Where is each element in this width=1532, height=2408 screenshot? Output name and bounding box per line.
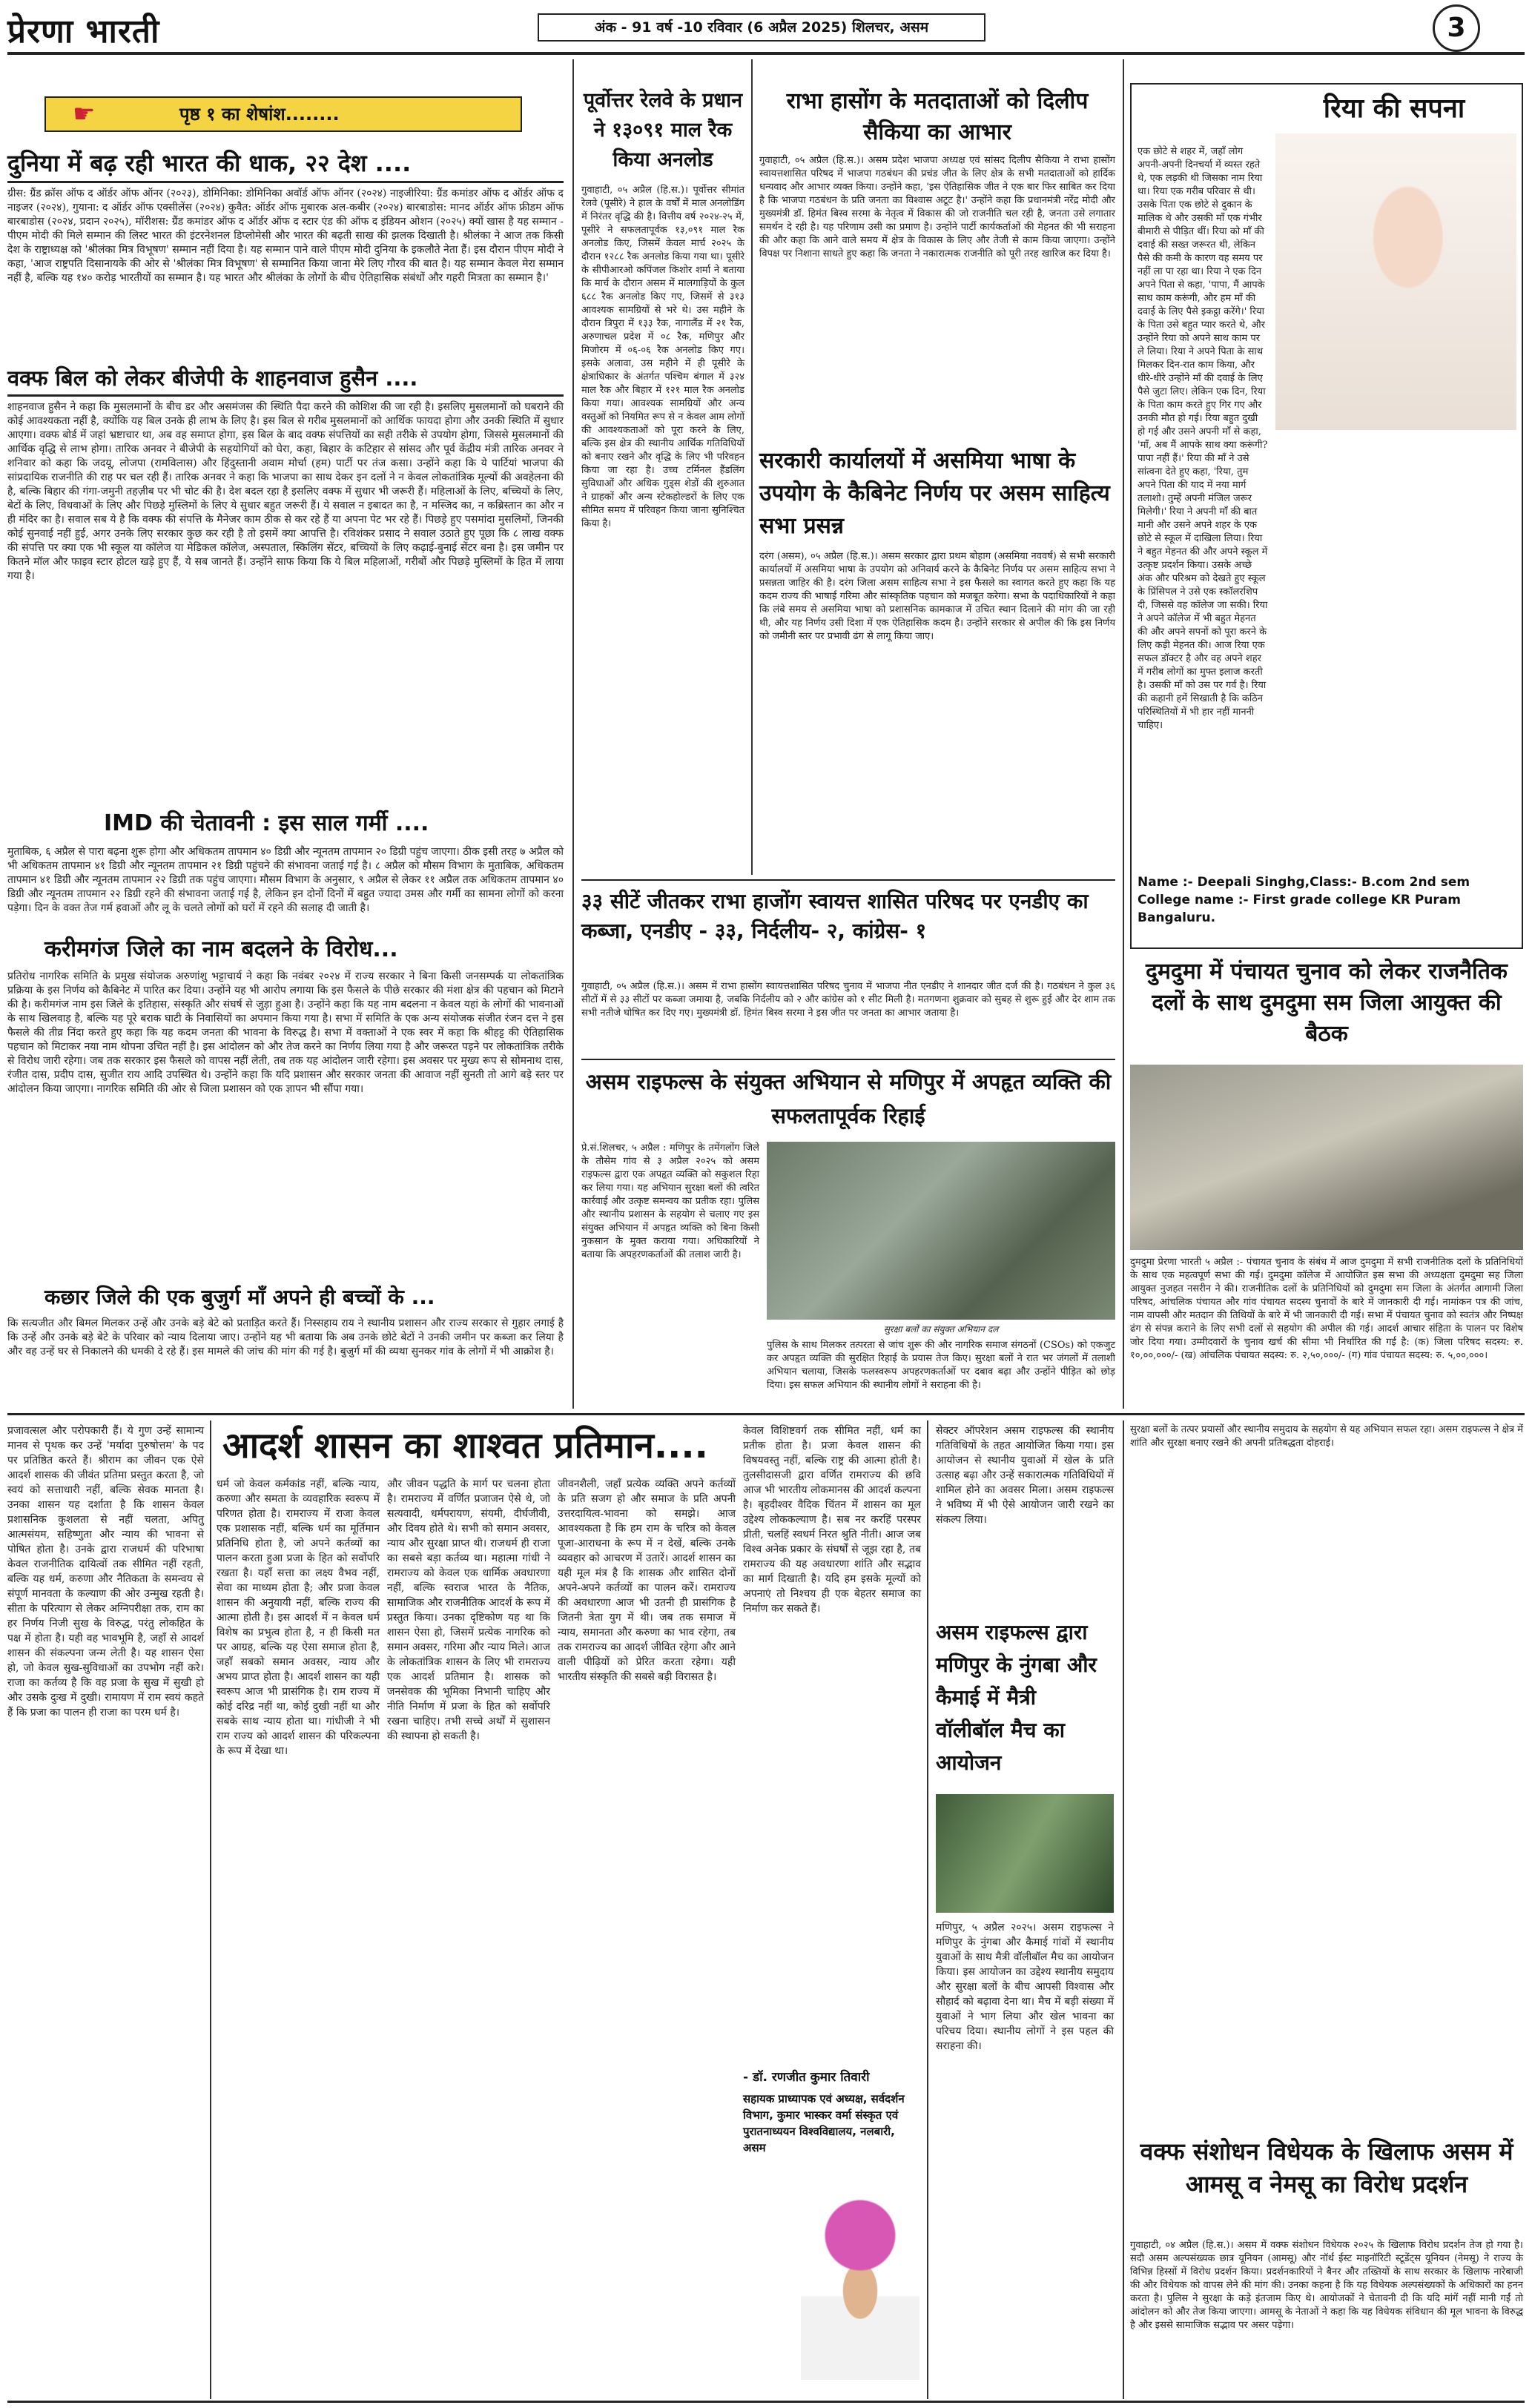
article-heading: ३३ सीटें जीतकर राभा हाजोंग स्वायत्त शासित परिषद पर एनडीए का कब्जा, एनडीए - ३३, निर्दलीय- २, कांग्रेस- १ bbox=[581, 889, 1089, 943]
feature-column-1: प्रजावत्सल और परोपकारी हैं। ये गुण उन्हें सामान्य मानव से पृथक कर उन्हें 'मर्यादा पुरुषोत्तम' के पद पर प्रतिष्ठित करते हैं। श्रीराम का जीवन एक ऐसे आदर्श शासक की जीवंत प्रतिमा प्रस्तुत करता है, जो स्वयं को सत्ताधारी नहीं, बल्कि सेवक मानता है। उनका शासन यह दर्शाता है कि शासन केवल प्रशासनिक कुशलता से नहीं चलता, अपितु आत्मसंयम, सहिष्णुता और न्याय की भावना से पोषित होता है। उनके द्वारा राजधर्म की परिभाषा केवल राजनीतिक दायित्वों तक सीमित नहीं रहती, बल्कि यह धर्म, करुणा और नैतिकता के समन्वय से संपूर्ण मानवता के कल्याण की ओर उन्मुख रहती है। सीता के परित्याग से लेकर अग्निपरीक्षा तक, राम का हर निर्णय निजी सुख के विरुद्ध, परंतु लोकहित के पक्ष में होता है। यही वह भावभूमि है, जहाँ से आदर्श शासन की संकल्पना जन्म लेती है। यह शासन ऐसा हो, जो केवल सुख-सुविधाओं का उपभोग नहीं करे। राजा का कर्तव्य है कि वह प्रजा के सुख में सुखी हो और उसके दुःख में दुखी। रामायण में राम स्वयं कहते हैं कि प्रजा का पालन ही राजा का परम धर्म है। bbox=[7, 1425, 204, 1719]
article-heading: असम राइफल्स के संयुक्त अभियान से मणिपुर में अपहृत व्यक्ति की सफलतापूर्वक रिहाई bbox=[585, 1069, 1112, 1128]
section-rule bbox=[581, 1059, 1115, 1060]
feature-heading: आदर्श शासन का शाश्वत प्रतिमान.... bbox=[222, 1425, 708, 1466]
article-heading: दुनिया में बढ़ रही भारत की धाक, २२ देश .... bbox=[7, 149, 412, 177]
feature-column-4: जीवनशैली, जहाँ प्रत्येक व्यक्ति अपने कर्तव्यों के प्रति सजग हो और समाज के प्रति अपनी उत्तरदायित्व-भावना को समझे। आज आवश्यकता है कि हम राम के चरित्र को केवल पूजा-आराधना के रूप में न देखें, बल्कि उनके व्यवहार को आचरण में उतारें। आदर्श शासन का यही मूल मंत्र है कि शासक और शासित दोनों अपने-अपने कर्तव्यों का पालन करें। रामराज्य की अवधारणा आज भी उतनी ही प्रासंगिक है जितनी त्रेता युग में थी। जब तक समाज में न्याय, समानता और करुणा का भाव रहेगा, तब तक रामराज्य का आदर्श जीवित रहेगा और आने वाली पीढ़ियों को प्रेरित करता रहेगा। यही भारतीय संस्कृति की सबसे बड़ी विरासत है। bbox=[558, 1478, 736, 1683]
article-heading: राभा हासोंग के मतदाताओं को दिलीप सैकिया का आभार bbox=[786, 88, 1089, 145]
heading-underline bbox=[7, 181, 564, 183]
article-body: दुमदुमा प्रेरणा भारती ५ अप्रैल :- पंचायत चुनाव के संबंध में आज दुमदुमा में सभी राजनीतिक दलों के प्रतिनिधियों के साथ एक महत्वपूर्ण सभा की गई। दुमदुमा कॉलेज में आयोजित इस सभा की अध्यक्षता दुमदुमा सह जिला आयुक्त नुजहत नसरीन ने की। राजनीतिक दलों के प्रतिनिधियों को दुमदुमा सम जिला के अंतर्गत आगामी जिला परिषद, आंचलिक पंचायत और गांव पंचायत सदस्य चुनावों के बारे में जानकारी दी गई। नामांकन पत्र की जांच, नाम वापसी और मतदान की तिथियों के बारे में भी जानकारी दी गई। सभा में पंचायत चुनाव को स्वतंत्र और निष्पक्ष ढंग से संपन्न कराने के लिए सभी दलों से सहयोग की अपील की गई। आदर्श आचार संहिता के पालन पर विशेष जोर दिया गया। उम्मीदवारों के चुनाव खर्च की सीमा भी निर्धारित की गई है: (क) जिला परिषद सदस्य: रु. १०,००,०००/- (ख) आंचलिक पंचायत सदस्य: रु. २,५०,०००/- (ग) गांव पंचायत सदस्य: रु. ५,००,०००। bbox=[1130, 1257, 1523, 1361]
column-divider bbox=[1123, 1420, 1124, 2399]
feature-column-3: और जीवन पद्धति के मार्ग पर चलना होता है। रामराज्य में वर्णित प्रजाजन ऐसे थे, जो सत्यवादी, धर्मपरायण, संयमी, दीर्घजीवी, और दिवय होते थे। सभी को समान अवसर, न्याय और सुरक्षा प्राप्त थी। राजधर्म ही राजा का सबसे बड़ा कर्तव्य था। महात्मा गांधी ने रामराज्य को केवल एक धार्मिक अवधारणा नहीं, बल्कि स्वराज भारत के नैतिक, सामाजिक और राजनीतिक आदर्श के रूप में प्रस्तुत किया। उनका दृष्टिकोण यह था कि शासन ऐसा हो, जिसमें प्रत्येक नागरिक को समान अवसर, गरिमा और न्याय मिले। आज के लोकतांत्रिक शासन के लिए भी रामराज्य एक आदर्श प्रतिमान है। शासक को जनसेवक की भूमिका निभानी चाहिए और नीति निर्माण में प्रजा के हित को सर्वोपरि रखना चाहिए। तभी सच्चे अर्थों में सुशासन की स्थापना हो सकती है। bbox=[387, 1478, 550, 1742]
article-heading: कछार जिले की एक बुजुर्ग माँ अपने ही बच्चों के ... bbox=[44, 1285, 435, 1309]
article-heading: वक्फ संशोधन विधेयक के खिलाफ असम में आमसू व नेमसू का विरोध प्रदर्शन bbox=[1140, 2137, 1513, 2198]
article-body: पुलिस के साथ मिलकर तत्परता से जांच शुरू की और नागरिक समाज संगठनों (CSOs) को एकजुट कर अपहृत व्यक्ति की सुरक्षित रिहाई के प्रयास तेज किए। सुरक्षा बलों ने रात भर जंगलों में तलाशी अभियान चलाया, जिसके फलस्वरूप अपहरणकर्ताओं पर दबाव बढ़ा और उन्होंने पीड़ित को छोड़ दिया। इस सफल अभियान की स्थानीय लोगों ने सराहना की है। bbox=[767, 1340, 1115, 1391]
article-heading: पूर्वोत्तर रेलवे के प्रधान ने १३०९१ माल रैक किया अनलोड bbox=[583, 89, 743, 171]
article-body: मुताबिक, ६ अप्रैल से पारा बढ़ना शुरू होगा और अधिकतम तापमान ४० डिग्री और न्यूनतम तापमान २० डिग्री पहुंच जाएगा। ठीक इसी तरह ७ अप्रैल को भी अधिकतम तापमान ४१ डिग्री और न्यूनतम तापमान २१ डिग्री पहुंचने की संभावना जताई गई है। ८ अप्रैल को मौसम विभाग के मुताबिक, अधिकतम तापमान ४१ डिग्री और न्यूनतम तापमान २२ डिग्री तक पहुंच जाएगा। मौसम विभाग के अनुसार, ९ अप्रैल से लेकर ११ अप्रैल तक अधिकतम तापमान ४० डिग्री और न्यूनतम तापमान २२ डिग्री रहने की संभावना जताई गई है, लेकिन इन दोनों दिनों में बहुत ज्यादा उमस और गर्मी का सामना लोगों को करना पड़ेगा। दिन के वक्त तेज गर्म हवाओं और लू के चलते लोगों को घरों में रहने की सलाह दी जाती है। bbox=[7, 846, 564, 914]
article-body-continued bbox=[1138, 512, 1516, 853]
author-name: - डॉ. रणजीत कुमार तिवारी bbox=[743, 2070, 870, 2085]
column-divider bbox=[210, 1420, 211, 2399]
page-number: 3 bbox=[1433, 4, 1480, 52]
column-divider bbox=[572, 59, 574, 1409]
author-details: सहायक प्राध्यापक एवं अध्यक्ष, सर्वदर्शन विभाग, कुमार भास्कर वर्मा संस्कृत एवं पुरातनाध्ययन विश्वविद्यालय, नलबारी, असम bbox=[743, 2092, 905, 2154]
article-body: गुवाहाटी, ०५ अप्रैल (हि.स.)। असम प्रदेश भाजपा अध्यक्ष एवं सांसद दिलीप सैकिया ने राभा हासोंग स्वायत्तशासित परिषद में भाजपा गठबंधन की प्रचंड जीत के लिए क्षेत्र के सभी मतदाताओं को हार्दिक धन्यवाद और आभार व्यक्त किया। उन्होंने कहा, 'इस ऐतिहासिक जीत ने एक बार फिर साबित कर दिया है कि भाजपा गठबंधन के प्रति जनता का विश्वास अटूट है।' उन्होंने कहा कि प्रधानमंत्री नरेंद्र मोदी और मुख्यमंत्री डॉ. हिमंत बिस्व सरमा के नेतृत्व में विकास की जो राजनीति चल रही है, जनता उसे लगातार समर्थन दे रही है। यह परिणाम उसी का प्रमाण है। उन्होंने पार्टी कार्यकर्ताओं की मेहनत की भी सराहना की और कहा कि आने वाले समय में क्षेत्र के विकास के लिए और तेजी से काम किया जाएगा। उन्होंने विपक्ष पर निशाना साधते हुए कहा कि जनता ने नकारात्मक राजनीति को पूरी तरह खारिज कर दिया है। bbox=[759, 155, 1115, 259]
article-heading: दुमदुमा में पंचायत चुनाव को लेकर राजनैतिक दलों के साथ दुमदुमा सम जिला आयुक्त की बैठक bbox=[1146, 959, 1508, 1047]
article-body: मणिपुर, ५ अप्रैल २०२५। असम राइफल्स ने मणिपुर के नुंगबा और कैमाई गांवों में स्थानीय युवाओं के साथ मैत्री वॉलीबॉल मैच का आयोजन किया। इस आयोजन का उद्देश्य स्थानीय समुदाय और सुरक्षा बलों के बीच आपसी विश्वास और सौहार्द को बढ़ावा देना था। मैच में बड़ी संख्या में युवाओं ने भाग लिया और खेल भावना का परिचय दिया। स्थानीय लोगों ने इस पहल की सराहना की। bbox=[936, 1922, 1114, 2052]
section-rule bbox=[7, 1413, 1525, 1415]
masthead-rule bbox=[7, 52, 1525, 55]
column-divider bbox=[1123, 59, 1124, 1409]
article-heading: असम राइफल्स द्वारा मणिपुर के नुंगबा और कैमाई में मैत्री वॉलीबॉल मैच का आयोजन bbox=[936, 1620, 1097, 1775]
issue-line: अंक - 91 वर्ष -10 रविवार (6 अप्रैल 2025) शिलचर, असम bbox=[538, 13, 985, 42]
heading-underline bbox=[7, 394, 564, 397]
author-byline: Name :- Deepali Singhg,Class:- B.com 2nd sem College name :- First grade college KR Puram Bangaluru. bbox=[1138, 875, 1470, 925]
continued-banner-label: पृष्ठ १ का शेषांश........ bbox=[179, 104, 340, 125]
article-body: गुवाहाटी, ०५ अप्रैल (हि.स.)। पूर्वोत्तर सीमांत रेलवे (पूसीरे) ने हाल के वर्षों में माल अनलोडिंग में निरंतर वृद्धि की है। वित्तीय वर्ष २०२४-२५ में, पूसीरे ने सफलतापूर्वक १३,०९१ माल रैक अनलोड किए, जिसमें केवल मार्च २०२५ के दौरान १२८८ रैक अनलोड किया गया था। पूसीरे के सीपीआरओ कपिंजल किशोर शर्मा ने बताया कि मार्च के दौरान असम में मालगाड़ियों के कुल ६८८ रैक अनलोड किए गए, जिसमें से ३१३ आवश्यक सामग्रियों से भरे थे। उस महीने के दौरान त्रिपुरा में १३३ रैक, नागालैंड में २१ रैक, अरुणाचल प्रदेश में ०८ रैक, मणिपुर और मिजोरम में ०६-०६ रैक अनलोड किए गए। इसके अलावा, उस महीने में ही पूसीरे के क्षेत्राधिकार के अंतर्गत पश्चिम बंगाल में ३२४ माल रैक और बिहार में १२१ माल रैक अनलोड किया गया। आवश्यक सामग्रियों और अन्य वस्तुओं को नियमित रूप से न केवल आम लोगों की आवश्यकताओं को पूरा करने के लिए, बल्कि इस क्षेत्र की स्थानीय आर्थिक गतिविधियों को बनाए रखने और वृद्धि के लिए भी परिवहन किया जा रहा है। उच्च टर्मिनल हैंडलिंग सुविधाओं और अधिक गुड्स शेडों की शुरुआत ने ग्राहकों और अन्य स्टेकहोल्डरों के लिए एक सीमित समय में परिवहन किया जाना सुनिश्चित किया है। bbox=[581, 185, 744, 529]
article-heading: करीमगंज जिले का नाम बदलने के विरोध... bbox=[44, 936, 398, 962]
masthead-title: प्रेरणा भारती bbox=[7, 13, 160, 50]
pointing-hand-icon: ☛ bbox=[73, 99, 96, 129]
article-heading: सरकारी कार्यालयों में असमिया भाषा के उपयोग के कैबिनेट निर्णय पर असम साहित्य सभा प्रसन्न bbox=[759, 448, 1110, 539]
volleyball-photo bbox=[936, 1794, 1114, 1913]
security-forces-photo bbox=[767, 1142, 1115, 1320]
article-heading: रिया की सपना bbox=[1323, 93, 1465, 124]
article-body: एक छोटे से शहर में, जहाँ लोग अपनी-अपनी दिनचर्या में व्यस्त रहते थे, एक लड़की थी जिसका नाम रिया था। रिया एक गरीब परिवार से थी। उसके पिता एक छोटे से दुकान के मालिक थे और उसकी माँ एक गंभीर बीमारी से पीड़ित थीं। रिया को माँ की दवाई की सख्त जरूरत थी, लेकिन पैसे की कमी के कारण वह समय पर नहीं ला पा रहा था। रिया ने एक दिन अपने पिता से कहा, 'पापा, मैं आपके साथ काम करूंगी, और हम माँ की दवाई के लिए पैसे इकट्ठा करेंगे।' रिया के पिता उसे बहुत प्यार करते थे, और उन्होंने रिया को अपने साथ काम पर ले लिया। रिया ने अपने पिता के साथ मिलकर दिन-रात काम किया, और धीरे-धीरे उन्होंने माँ की दवाई के लिए पैसे जुटा लिए। लेकिन एक दिन, रिया के पिता काम करते हुए गिर गए और उनकी मौत हो गई। रिया बहुत दुखी हो गई और उसने अपनी माँ से कहा, 'माँ, अब मैं आपके साथ क्या करूंगी? पापा नहीं हैं।' रिया की माँ ने उसे सांत्वना देते हुए कहा, 'रिया, तुम अपने पिता की याद में नया मार्ग तलाशो। तुम्हें अपनी मंजिल जरूर मिलेगी।' रिया ने अपनी माँ की बात मानी और उसने अपने शहर के एक छोटे से स्कूल में दाखिला लिया। रिया ने बहुत मेहनत की और अपने स्कूल में उत्कृष्ट प्रदर्शन किया। उसके अच्छे अंक और परिश्रम को देखते हुए स्कूल के प्रिंसिपल ने उसे एक स्कॉलरशिप दी, जिससे वह कॉलेज जा सकी। रिया ने अपने कॉलेज में भी बहुत मेहनत की और अपने सपनों को पूरा करने के लिए कड़ी मेहनत की। आज रिया एक सफल डॉक्टर है और वह अपने शहर में गरीब लोगों का मुफ्त इलाज करती है। उसकी माँ को उस पर गर्व है। रिया की कहानी हमें सिखाती है कि कठिन परिस्थितियों में भी हार नहीं माननी चाहिए। bbox=[1138, 146, 1268, 731]
author-photo bbox=[801, 2194, 919, 2380]
feature-column-5: केवल विशिष्टवर्ग तक सीमित नहीं, धर्म का प्रतीक होता है। प्रजा केवल शासन की विषयवस्तु नहीं, बल्कि राष्ट्र की आत्मा होती है। तुलसीदासजी द्वारा वर्णित रामराज्य की छवि आज भी भारतीय लोकमानस की आदर्श कल्पना है। बृहदीश्वर वैदिक चिंतन में शासन का मूल उद्देश्य लोककल्याण है। सब नर करहिं परस्पर प्रीती, चलहिं स्वधर्म निरत श्रुति नीती। आज जब विश्व अनेक प्रकार के संघर्षों से जूझ रहा है, तब रामराज्य की यह अवधारणा शांति और सद्भाव का मार्ग दिखाती है। यदि हम इसके मूल्यों को अपनाएं तो निश्चय ही एक बेहतर समाज का निर्माण कर सकते हैं। bbox=[743, 1425, 921, 1615]
column-divider bbox=[927, 1420, 928, 2399]
article-body: गुवाहाटी, ०४ अप्रैल (हि.स.)। असम में वक्फ संशोधन विधेयक २०२५ के खिलाफ विरोध प्रदर्शन तेज हो गया है। सदौ असम अल्पसंख्यक छात्र यूनियन (आमसू) और नॉर्थ ईस्ट माइनॉरिटी स्टूडेंट्स यूनियन (नेमसू) ने राज्य के विभिन्न हिस्सों में विरोध प्रदर्शन किया। प्रदर्शनकारियों ने बैनर और तख्तियों के साथ सरकार के खिलाफ नारेबाजी की और विधेयक को वापस लेने की मांग की। उनका कहना है कि यह विधेयक अल्पसंख्यकों के अधिकारों का हनन करता है। पुलिस ने सुरक्षा के कड़े इंतजाम किए थे। आयोजकों ने चेतावनी दी कि यदि मांगें नहीं मानी गईं तो आंदोलन को और तेज किया जाएगा। आमसू के नेताओं ने कहा कि यह विधेयक संविधान की मूल भावना के विरुद्ध है और इससे सामाजिक सद्भाव पर असर पड़ेगा। bbox=[1130, 2240, 1523, 2331]
article-heading: वक्फ बिल को लेकर बीजेपी के शाहनवाज हुसैन .... bbox=[7, 366, 418, 391]
article-body: कि सत्यजीत और बिमल मिलकर उन्हें और उनके बड़े बेटे को प्रताड़ित करते हैं। निस्सहाय राय ने स्थानीय प्रशासन और राज्य सरकार से गुहार लगाई है कि उन्हें और उनके बड़े बेटे के परिवार को न्याय दिलाया जाए। उन्होंने यह भी बताया कि अब उनके छोटे बेटों ने उनकी जमीन पर कब्जा कर लिया है और वह उन्हें घर से निकालने की धमकी दे रहे हैं। इस मामले की जांच की मांग की गई है। बुजुर्ग माँ की व्यथा सुनकर गांव के लोगों में भी आक्रोश है। bbox=[7, 1317, 564, 1357]
article-body: सेक्टर ऑपरेशन असम राइफल्स की स्थानीय गतिविधियों के तहत आयोजित किया गया। इस आयोजन से स्थानीय युवाओं में खेल के प्रति उत्साह बढ़ा और उन्हें सकारात्मक गतिविधियों में शामिल होने का अवसर मिला। असम राइफल्स ने भविष्य में भी ऐसे आयोजन जारी रखने का संकल्प लिया। bbox=[936, 1425, 1114, 1526]
article-body: शाहनवाज हुसैन ने कहा कि मुसलमानों के बीच डर और असमंजस की स्थिति पैदा करने की कोशिश की जा रही है। इसलिए मुसलमानों को घबराने की कोई आवश्यकता नहीं है, क्योंकि यह बिल उनके ही लाभ के लिए है। इस बिल से गरीब मुसलमानों को आर्थिक फायदा होगा और उनकी स्थिति में सुधार आएगा। वक्फ बोर्ड में जहां भ्रष्टाचार था, अब वह समाप्त होगा, इस बिल के बाद वक्फ संपत्तियों का सही तरीके से उपयोग होगा, जिससे मुसलमानों की आर्थिक वृद्धि से लाभ होगा। तारिक अनवर ने बीजेपी के सहयोगियों को घेरा, कहा, बिहार के कटिहार से सांसद और पूर्व केंद्रीय मंत्री तारिक अनवर ने शनिवार को कहा कि जदयू, लोजपा (रामविलास) और हिंदुस्तानी अवाम मोर्चा (हम) पार्टी पर तंज कसा। उन्होंने कहा कि ये पार्टियां भाजपा की सांप्रदायिक राजनीति की राह पर चल रही हैं। तारिक अनवर ने कहा कि भाजपा का साथ देकर इन दलों ने न केवल लोकतांत्रिक मूल्यों की अवहेलना की है, बल्कि बिहार की गंगा-जमुनी तहज़ीब पर भी चोट की है। देश बदल रहा है इसलिए वक्फ में सुधार भी जरूरी हैं। महिलाओं के लिए, बच्चियों के लिए, बेटों के लिए, विधवाओं के लिए और पिछड़े मुस्लिमों के लिए ये सुधार बहुत जरूरी हैं। ये सवाल न इबादत का है, न मस्जिद का, न कब्रिस्तान का और न ही मंदिर का है। सवाल सब ये है कि वक्फ की संपत्ति के मैनेजर काम ठीक से कर रहे हैं या अपना पेट भर रहे हैं। पिछड़े हुए पसमांदा मुसलिमों, जिनकी कोई सुनवाई नहीं हुई, अगर उनके लिए सरकार कुछ कर रही है तो इसमें क्या आपत्ति है। रविशंकर प्रसाद ने सवाल उठाते हुए पूछा कि ८ लाख वक्फ की संपत्ति पर क्या एक भी स्कूल या कॉलेज या मेडिकल कॉलेज, अस्पताल, स्किलिंग सेंटर, बच्चियों के लिए कढ़ाई-बुनाई सेंटर बना है। इस जमीन पर कितने मॉल और फाइव स्टार होटल खड़े हुए हैं, ये सब जानते हैं। उन्होंने साफ किया कि ये बिल महिलाओं, गरीबों और पिछड़े मुस्लिमों के हित में लाया गया है। bbox=[7, 401, 564, 582]
photo-caption: सुरक्षा बलों का संयुक्त अभियान दल bbox=[883, 1324, 999, 1334]
page-bottom-rule bbox=[7, 2401, 1525, 2403]
feature-column-2: धर्म जो केवल कर्मकांड नहीं, बल्कि न्याय, करुणा और समता के व्यवहारिक स्वरूप में परिणत होता है। रामराज्य में राजा केवल एक प्रशासक नहीं, बल्कि धर्म का मूर्तिमान प्रतिनिधि होता है, जो अपने कर्तव्यों का पालन करता हुआ प्रजा के हित को सर्वोपरि रखता है। यहाँ सत्ता का लक्ष्य वैभव नहीं, सेवा का माध्यम होता है; और प्रजा केवल शासन की अनुयायी नहीं, बल्कि राज्य की आत्मा होती है। इस आदर्श में न केवल धर्म विशेष का प्रभुत्व होता है, न ही किसी मत पर आग्रह, बल्कि यह ऐसा समाज होता है, जहाँ सबको समान अवसर, न्याय और अभय प्राप्त होता है। आदर्श शासन का यही स्वरूप आज भी प्रासंगिक है। राम राज्य में कोई दरिद्र नहीं था, कोई दुखी नहीं था और सबके साथ न्याय होता था। गांधीजी ने भी राम राज्य को आदर्श शासन की परिकल्पना के रूप में देखा था। bbox=[217, 1478, 380, 1757]
article-body: गुवाहाटी, ०५ अप्रैल (हि.स.)। असम में राभा हासोंग स्वायत्तशासित परिषद चुनाव में भाजपा नीत एनडीए ने शानदार जीत दर्ज की है। गठबंधन ने कुल ३६ सीटों में से ३३ सीटों पर कब्जा जमाया है, जबकि निर्दलीय को २ और कांग्रेस को १ सीट मिली है। मतगणना शुक्रवार को सुबह से शुरू हुई और देर शाम तक सभी नतीजे घोषित कर दिए गए। मुख्यमंत्री डॉ. हिमंत बिस्व सरमा ने इस जीत पर जनता का आभार जताया है। bbox=[581, 981, 1115, 1019]
article-body-continued: सुरक्षा बलों के तत्पर प्रयासों और स्थानीय समुदाय के सहयोग से यह अभियान सफल रहा। असम राइफल्स ने क्षेत्र में शांति और सुरक्षा बनाए रखने की अपनी प्रतिबद्धता दोहराई। bbox=[1130, 1424, 1523, 1449]
article-body: प्रतिरोध नागरिक समिति के प्रमुख संयोजक अरुणांशु भट्टाचार्य ने कहा कि नवंबर २०२४ में राज्य सरकार ने बिना किसी जनसम्पर्क या लोकतांत्रिक प्रक्रिया के इस निर्णय को कैबिनेट में पारित कर दिया। उन्होंने यह भी आरोप लगाया कि इस फैसले के पीछे सरकार की मंशा क्षेत्र की पहचान को मिटाने की है। करीमगंज नाम इस जिले के इतिहास, संस्कृति और संघर्ष से जुड़ा हुआ है। उन्होंने कहा कि यह नाम बदलना न केवल यहां के लोगों की भावनाओं के साथ खिलवाड़ है, बल्कि यह पूरे बराक घाटी के निवासियों का अपमान किया गया है। सभा में समिति के एक अन्य संयोजक संजीत रंजन दत्त ने इस फैसले की तीव्र निंदा करते हुए कहा कि यह कदम जनता की भावना के विरुद्ध है। सभा में वक्ताओं ने एक स्वर में कहा कि श्रीहट्ट की ऐतिहासिक पहचान को मिटाकर नया नाम थोपना उचित नहीं है। इस आंदोलन को और तेज करने का निर्णय लिया गया है और जरूरत पड़ने पर लोकतांत्रिक तरीके से विरोध जारी रहेगा। जब तक सरकार इस फैसले को वापस नहीं लेती, तब तक यह आंदोलन जारी रहेगा। इस अवसर पर मुख्य रूप से सोमनाथ दास, रंजीत दास, प्रदीप दास, सुजीत राय आदि उपस्थित थे। उन्होंने कहा कि यदि प्रशासन और सरकार जनता की आवाज नहीं सुनती तो आगे बड़े स्तर पर आंदोलन किया जाएगा। नागरिक समिति की ओर से जिला प्रशासन को एक ज्ञापन भी सौंपा गया। bbox=[7, 970, 564, 1095]
story-illustration bbox=[1275, 133, 1516, 430]
article-body: ग्रीस: ग्रैंड क्रॉस ऑफ द ऑर्डर ऑफ ऑनर (२०२३), डोमिनिका: डोमिनिका अवॉर्ड ऑफ ऑनर (२०२४) नाइजीरिया: ग्रैंड कमांडर ऑफ द ऑर्डर ऑफ द नाइजर (२०२४), गुयाना: द ऑर्डर ऑफ एक्सीलेंस (२०२४) कुवैत: ऑर्डर ऑफ मुबारक अल-कबीर (२०२४) बारबाडोस: मानद ऑर्डर ऑफ फ्रीडम ऑफ बारबाडोस (२०२४, प्रदान २०२५), मॉरीशस: ग्रैंड कमांडर ऑफ द ऑर्डर ऑफ द स्टार एंड की ऑफ द इंडियन ओशन (२०२५) क्यों खास है यह सम्मान - पीएम मोदी की मिले सम्मान की लिस्ट भारत की इंटरनेशनल डिप्लोमेसी और भारत की बढ़ती साख की झलक दिखाती है। श्रीलंका ने आज तक किसी देश के राष्ट्राध्यक्ष को 'श्रीलंका मित्र विभूषण' सम्मान नहीं दिया है। यह सम्मान पाने वाले पीएम मोदी दुनिया के इकलौते नेता हैं। इस दौरान पीएम मोदी ने कहा, 'आज राष्ट्रपति दिसानायके की ओर से 'श्रीलंका मित्र विभूषण' से सम्मानित किया जाना मेरे लिए गौरव की बात है। यह सम्मान केवल मेरा सम्मान नहीं है, बल्कि यह १४० करोड़ भारतीयों का सम्मान है। यह भारत और श्रीलंका के लोगों के बीच ऐतिहासिक संबंधों और गहरी मित्रता का सम्मान है।' bbox=[7, 188, 564, 284]
article-body: दरंग (असम), ०५ अप्रैल (हि.स.)। असम सरकार द्वारा प्रथम बोहाग (असमिया नववर्ष) से सभी सरकारी कार्यालयों में असमिया भाषा के उपयोग को अनिवार्य करने के कैबिनेट निर्णय पर असम साहित्य सभा ने प्रसन्नता जाहिर की है। दरंग जिला असम साहित्य सभा ने इस फैसले का स्वागत करते हुए कहा कि यह कदम राज्य की भाषाई गरिमा और सांस्कृतिक पहचान को मजबूत करेगा। सभा के पदाधिकारियों ने कहा कि लंबे समय से असमिया भाषा को प्रशासनिक कामकाज में उचित स्थान दिलाने की मांग की जा रही थी, और यह निर्णय उसी दिशा में एक ऐतिहासिक कदम है। उन्होंने सरकार से अपील की कि इस निर्णय को जमीनी स्तर पर प्रभावी ढंग से लागू किया जाए। bbox=[759, 551, 1115, 642]
article-body: प्रे.सं.शिलचर, ५ अप्रैल : मणिपुर के तमेंगलोंग जिले के तौसेम गांव से ३ अप्रैल २०२५ को असम राइफल्स द्वारा एक अपहृत व्यक्ति को सकुशल रिहा कर लिया गया। यह अभियान सुरक्षा बलों की त्वरित कार्रवाई और उत्कृष्ट समन्वय का प्रतीक रहा। पुलिस और स्थानीय प्रशासन के सहयोग से चलाए गए इस संयुक्त अभियान में अपहृत व्यक्ति को बिना किसी नुकसान के मुक्त कराया गया। अधिकारियों ने बताया कि अपहरणकर्ताओं की तलाश जारी है। bbox=[581, 1142, 759, 1260]
section-rule bbox=[581, 879, 1115, 881]
continued-banner bbox=[44, 96, 522, 132]
column-divider bbox=[751, 59, 753, 875]
article-heading: IMD की चेतावनी : इस साल गर्मी .... bbox=[104, 810, 429, 836]
meeting-photo bbox=[1130, 1065, 1523, 1250]
